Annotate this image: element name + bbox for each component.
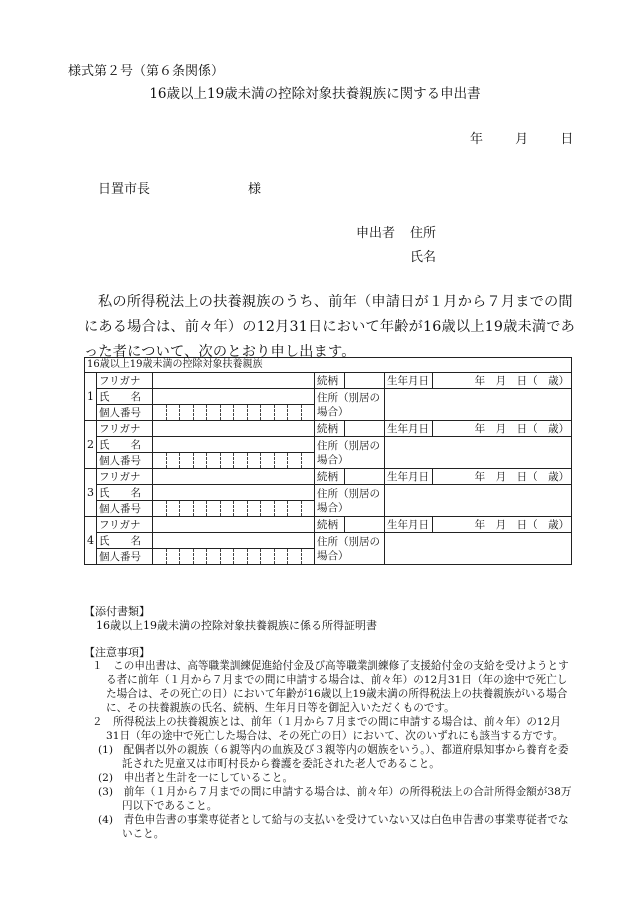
relationship-label: 続柄 [315,373,345,389]
relationship-label: 続柄 [315,517,345,533]
my-number-digit-boxes [153,549,314,564]
my-number-digit-boxes [153,405,314,420]
birthdate-field[interactable]: 年 月 日（ 歳） [433,469,572,485]
separate-address-label: 住所（別居の場合） [315,389,385,421]
separate-address-field[interactable] [385,485,572,517]
table-header: 16歳以上19歳未満の控除対象扶養親族 [85,358,572,373]
my-number-digit-boxes [153,453,314,468]
name-label: 氏 名 [97,533,153,549]
row-number: 1 [85,373,97,421]
form-number: 様式第２号（第６条関係） [68,64,225,79]
my-number-field[interactable] [153,453,315,469]
applicant-label: 申出者 [356,226,396,241]
furigana-label: フリガナ [97,373,153,389]
furigana-label: フリガナ [97,469,153,485]
date-year-label: 年 [470,132,484,147]
furigana-field[interactable] [153,517,315,533]
dependent-row [85,469,572,485]
furigana-label: フリガナ [97,517,153,533]
name-field[interactable] [153,437,315,453]
my-number-field[interactable] [153,501,315,517]
dependent-row [85,421,572,437]
name-label: 氏 名 [97,437,153,453]
birthdate-label: 生年月日 [385,469,433,485]
birthdate-label: 生年月日 [385,517,433,533]
attachment-item: 16歳以上19歳未満の控除対象扶養親族に係る所得証明書 [96,619,377,632]
relationship-label: 続柄 [315,469,345,485]
addressee: 日置市長 [98,182,151,197]
row-number: 4 [85,517,97,565]
separate-address-field[interactable] [385,437,572,469]
name-field[interactable] [153,533,315,549]
attachments-heading: 【添付書類】 [84,605,150,618]
statement-paragraph: 私の所得税法上の扶養親族のうち、前年（申請日が１月から７月までの間にある場合は、前々年）の12月31日において年齢が16歳以上19歳未満であった者について、次のとおり申し出ます。 [84,294,576,360]
note-2-sub-3: (3) 前年（１月から７月までの間に申請する場合は、前々年）の所得税法上の合計所得金額が38万円以下であること。 [98,786,572,812]
name-field[interactable] [153,389,315,405]
relationship-field[interactable] [345,373,385,389]
notes-heading: 【注意事項】 [84,646,150,659]
relationship-field[interactable] [345,517,385,533]
document-title: 16歳以上19歳未満の控除対象扶養親族に関する申出書 [149,86,481,102]
furigana-label: フリガナ [97,421,153,437]
applicant-name-label: 氏名 [410,250,437,265]
furigana-field[interactable] [153,469,315,485]
separate-address-label: 住所（別居の場合） [315,533,385,565]
my-number-label: 個人番号 [97,405,153,421]
separate-address-label: 住所（別居の場合） [315,437,385,469]
my-number-field[interactable] [153,405,315,421]
furigana-field[interactable] [153,373,315,389]
note-2: ２ 所得税法上の扶養親族とは、前年（１月から７月までの間に申請する場合は、前々年）の12月31日（年の途中で死亡した場合は、その死亡の日）において、次のいずれにも該当する方です。 [92,716,564,742]
birthdate-field[interactable]: 年 月 日（ 歳） [433,373,572,389]
date-day-label: 日 [560,132,574,147]
row-number: 2 [85,421,97,469]
dependent-row [85,517,572,533]
separate-address-field[interactable] [385,389,572,421]
birthdate-label: 生年月日 [385,421,433,437]
relationship-field[interactable] [345,421,385,437]
name-label: 氏 名 [97,485,153,501]
birthdate-label: 生年月日 [385,373,433,389]
my-number-digit-boxes [153,501,314,516]
note-2-sub-2: (2) 申出者と生計を一にしていること。 [98,772,294,784]
my-number-field[interactable] [153,549,315,565]
name-label: 氏 名 [97,389,153,405]
note-1: １ この申出書は、高等職業訓練促進給付金及び高等職業訓練修了支援給付金の支給を受けようとする者に前年（１月から７月までの間に申請する場合は、前々年）の12月31日（年の途中で死亡した場合は、その死亡の日）において年齢が16歳以上19歳未満の所得税法上の扶養親族がいる場合に、その扶養親族の氏名、続柄、生年月日等を御記入いただくものです。 [92,660,569,714]
applicant-address-label: 住所 [410,226,437,241]
relationship-field[interactable] [345,469,385,485]
note-2-sub-1: (1) 配偶者以外の親族（６親等内の血族及び３親等内の姻族をいう。）、都道府県知事から養育を委託された児童又は市町村長から養護を委託された老人であること。 [98,744,569,770]
separate-address-field[interactable] [385,533,572,565]
row-number: 3 [85,469,97,517]
notes-body [84,659,574,841]
honorific: 様 [248,182,262,197]
dependent-row [85,373,572,389]
date-line [470,128,591,147]
dependents-table [84,357,572,565]
my-number-label: 個人番号 [97,453,153,469]
furigana-field[interactable] [153,421,315,437]
name-field[interactable] [153,485,315,501]
date-month-label: 月 [515,132,529,147]
birthdate-field[interactable]: 年 月 日（ 歳） [433,517,572,533]
my-number-label: 個人番号 [97,549,153,565]
my-number-label: 個人番号 [97,501,153,517]
birthdate-field[interactable]: 年 月 日（ 歳） [433,421,572,437]
note-2-sub-4: (4) 青色申告書の事業専従者として給与の支払いを受けていない又は白色申告書の事業専従者でないこと。 [98,814,569,840]
relationship-label: 続柄 [315,421,345,437]
separate-address-label: 住所（別居の場合） [315,485,385,517]
